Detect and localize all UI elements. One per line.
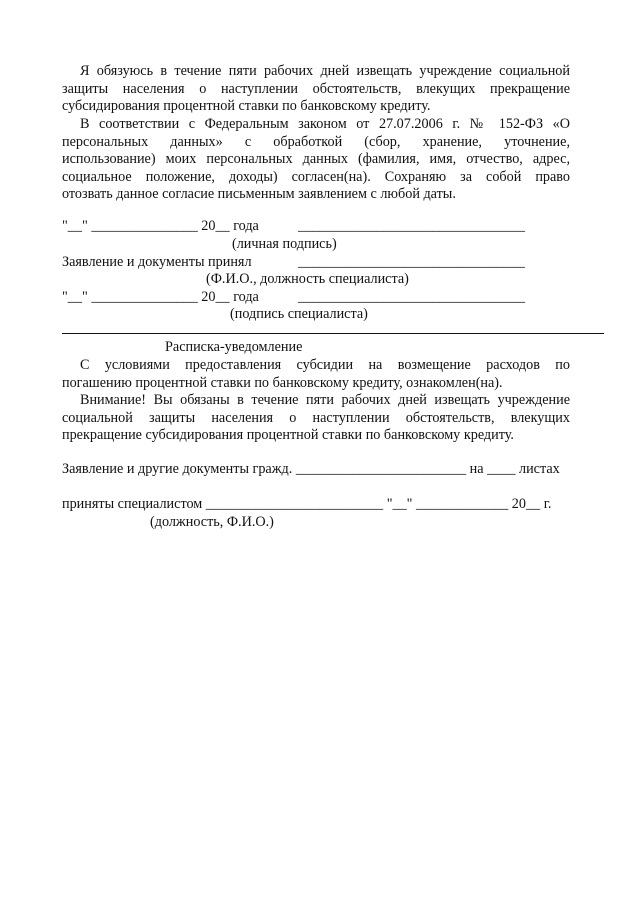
consent-paragraph-2 — [62, 116, 570, 204]
consent-p2-line-4: социальное положение, доходы) согласен(на). Сохраняю за собой право — [62, 168, 570, 185]
consent-p2-line-3: использование) моих персональных данных (фамилия, имя, отчество, адрес, — [62, 151, 570, 168]
receipt-p2-line-2: социальной защиты населения о наступлении обстоятельств, влекущих — [62, 409, 570, 426]
applicant-date-line: "__" _______________ 20__ года — [62, 218, 259, 234]
receipt-p1-line-2: погашению процентной ставки по банковскому кредиту, ознакомлен(на). — [62, 374, 503, 391]
receipt-accepted-line: приняты специалистом _________________________ "__" _____________ 20__ г. — [62, 496, 552, 512]
receipt-title: Расписка-уведомление — [165, 339, 303, 355]
accepted-by-caption: (Ф.И.О., должность специалиста) — [206, 271, 409, 287]
consent-p2-line-2: персональных данных» с обработкой (сбор, хранение, уточнение, — [62, 133, 570, 150]
specialist-signature-line: ________________________________ — [298, 289, 525, 305]
consent-p2-line-5: отозвать данное согласие письменным заявлением с любой даты. — [62, 186, 456, 203]
consent-paragraph-1 — [62, 63, 570, 116]
separator-line — [62, 333, 604, 334]
accepted-label: Заявление и документы принял — [62, 254, 252, 270]
receipt-paragraph-2 — [62, 392, 570, 445]
receipt-paragraph-1 — [62, 357, 570, 392]
consent-p1-line-3: субсидирования процентной ставки по банковскому кредиту. — [62, 98, 431, 115]
consent-p1-line-2: защиты населения о наступлении обстоятельств, влекущих прекращение — [62, 80, 570, 97]
receipt-accepted-caption: (должность, Ф.И.О.) — [150, 514, 274, 530]
applicant-signature-caption: (личная подпись) — [232, 236, 337, 252]
accepted-by-line: ________________________________ — [298, 254, 525, 270]
receipt-p1-line-1: С условиями предоставления субсидии на возмещение расходов по — [80, 357, 570, 373]
applicant-signature-line: ________________________________ — [298, 218, 525, 234]
specialist-signature-caption: (подпись специалиста) — [230, 306, 368, 322]
consent-p2-line-1: В соответствии с Федеральным законом от 27.07.2006 г. № 152-ФЗ «О — [80, 116, 570, 132]
receipt-p2-line-1: Внимание! Вы обязаны в течение пяти рабочих дней извещать учреждение — [80, 392, 570, 408]
receipt-documents-line: Заявление и другие документы гражд. ________________________ на ____ листах — [62, 461, 560, 477]
consent-p1-line-1: Я обязуюсь в течение пяти рабочих дней извещать учреждение социальной — [80, 63, 570, 79]
receipt-p2-line-3: прекращение субсидирования процентной ставки по банковскому кредиту. — [62, 427, 514, 444]
specialist-date-line: "__" _______________ 20__ года — [62, 289, 259, 305]
